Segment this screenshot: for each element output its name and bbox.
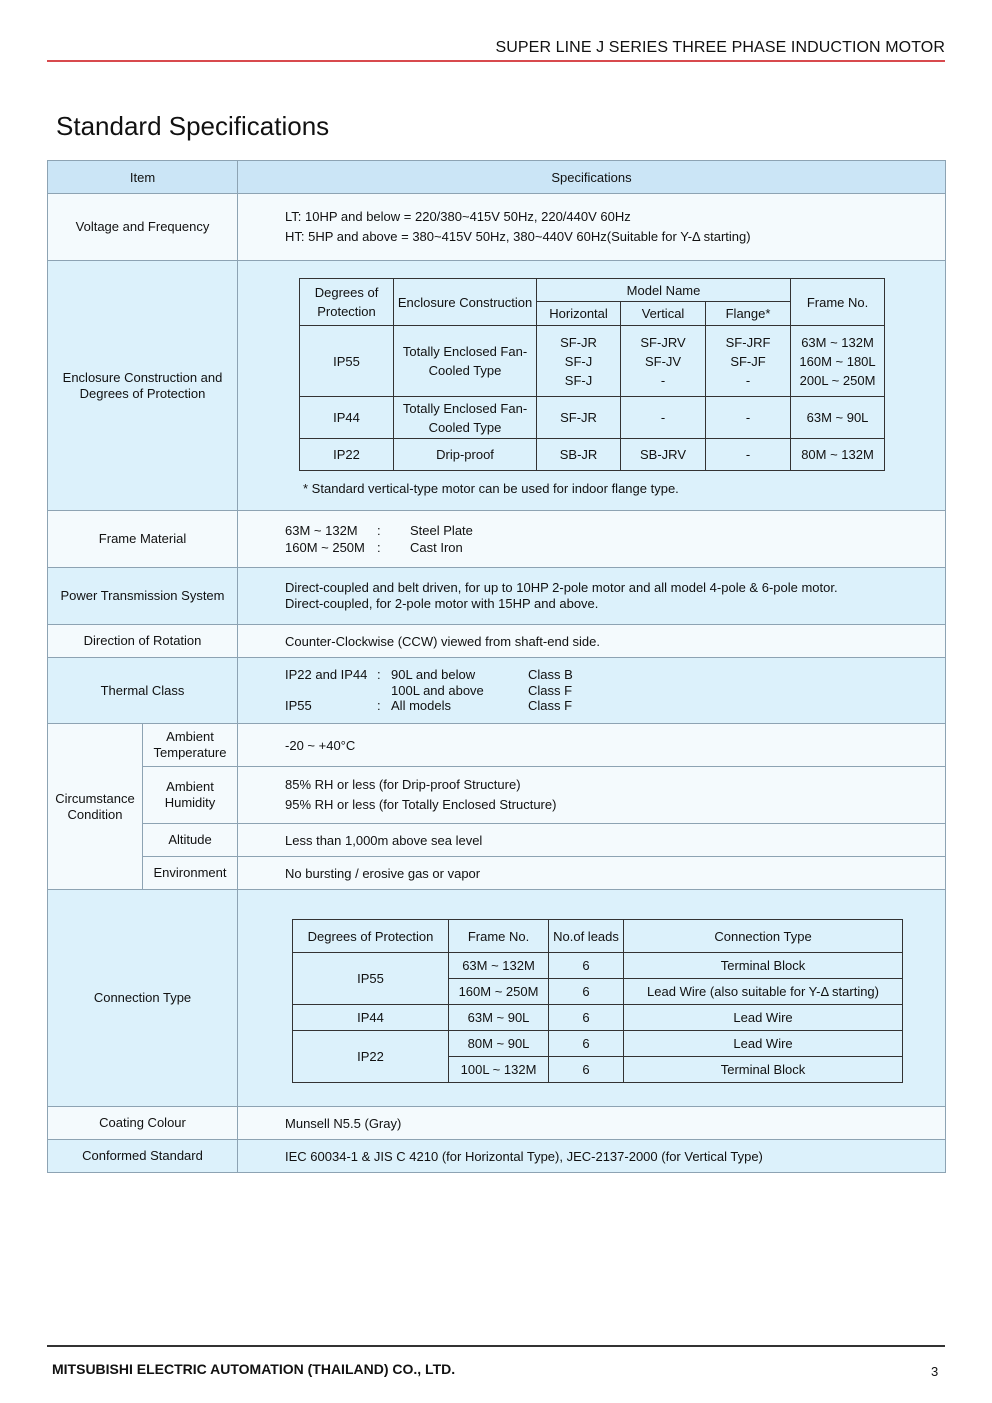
enc-vertical: - — [621, 397, 706, 439]
conn-type: Lead Wire — [624, 1005, 903, 1031]
conn-frame: 80M ~ 90L — [449, 1031, 549, 1057]
standard-value: IEC 60034-1 & JIS C 4210 (for Horizontal Type), JEC-2137-2000 (for Vertical Type) — [238, 1140, 946, 1173]
row-enclosure — [48, 261, 946, 511]
enc-construction: Totally Enclosed Fan-Cooled Type — [394, 326, 537, 397]
th-class: Class F — [528, 682, 573, 698]
spec-table-header — [48, 161, 946, 194]
fm-material: Cast Iron — [410, 540, 463, 555]
frame-material-label: Frame Material — [48, 511, 238, 568]
enc-construction: Totally Enclosed Fan-Cooled Type — [394, 397, 537, 439]
enc-frame — [791, 326, 885, 397]
conn-dop: IP44 — [293, 1005, 449, 1031]
conn-leads: 6 — [549, 1031, 624, 1057]
row-frame-material — [48, 511, 946, 568]
page-number: 3 — [931, 1364, 939, 1379]
enc-cell-line: 63M ~ 132M — [801, 334, 874, 350]
connection-table — [292, 919, 903, 1083]
environment-label: Environment — [143, 857, 238, 890]
conn-dop: IP22 — [293, 1031, 449, 1083]
enc-horizontal: SF-JR — [537, 397, 621, 439]
row-altitude — [48, 824, 946, 857]
enc-cell-line: 160M ~ 180L — [799, 353, 876, 369]
th-prot: IP55 — [285, 698, 312, 714]
enc-vertical — [621, 326, 706, 397]
enc-head-horizontal: Horizontal — [537, 302, 621, 326]
th-prot: IP22 and IP44 — [285, 667, 368, 683]
conn-row — [293, 953, 903, 979]
enc-flange: - — [706, 397, 791, 439]
conn-frame: 63M ~ 132M — [449, 953, 549, 979]
ambient-temp-value: -20 ~ +40°C — [238, 724, 946, 767]
enc-cell-line: SF-JR — [560, 334, 597, 350]
enc-head-flange: Flange* — [706, 302, 791, 326]
conn-frame: 100L ~ 132M — [449, 1057, 549, 1083]
conn-row — [293, 1005, 903, 1031]
enc-cell-line: SF-J — [564, 353, 593, 369]
enc-cell-line: - — [660, 372, 666, 388]
page-title: Standard Specifications — [56, 111, 330, 141]
connection-label: Connection Type — [48, 890, 238, 1107]
thermal-value — [238, 658, 946, 724]
fm-range: 160M ~ 250M — [285, 540, 365, 555]
frame-material-value — [238, 511, 946, 568]
enc-head-frame: Frame No. — [791, 279, 885, 326]
enclosure-label: Enclosure Construction and Degrees of Protection — [48, 261, 238, 511]
enclosure-value — [238, 261, 946, 511]
col-item-header: Item — [48, 161, 238, 194]
power-value — [238, 568, 946, 625]
conn-frame: 160M ~ 250M — [449, 979, 549, 1005]
voltage-line-lt: LT: 10HP and below = 220/380~415V 50Hz, 220/440V 60Hz — [285, 209, 631, 224]
conn-leads: 6 — [549, 979, 624, 1005]
conn-leads: 6 — [549, 1057, 624, 1083]
enc-cell-line: - — [745, 372, 751, 388]
altitude-value: Less than 1,000m above sea level — [238, 824, 946, 857]
row-thermal — [48, 658, 946, 724]
enc-cell-line: SF-J — [564, 372, 593, 388]
humidity-line: 95% RH or less (for Totally Enclosed Structure) — [285, 797, 557, 812]
footer-rule — [47, 1345, 945, 1347]
enc-head-dop: Degrees of Protection — [300, 279, 394, 326]
row-power-transmission — [48, 568, 946, 625]
conn-row — [293, 1031, 903, 1057]
enc-construction: Drip-proof — [394, 439, 537, 471]
environment-value: No bursting / erosive gas or vapor — [238, 857, 946, 890]
header-rule — [47, 60, 945, 62]
rotation-value: Counter-Clockwise (CCW) viewed from shaft-end side. — [238, 625, 946, 658]
ambient-humidity-value — [238, 767, 946, 824]
conn-type: Lead Wire (also suitable for Y-Δ starting) — [624, 979, 903, 1005]
circumstance-label: Circumstance Condition — [48, 724, 143, 890]
conn-head-frame: Frame No. — [449, 920, 549, 953]
row-coating — [48, 1107, 946, 1140]
header-title: SUPER LINE J SERIES THREE PHASE INDUCTION MOTOR — [495, 39, 945, 56]
coating-label: Coating Colour — [48, 1107, 238, 1140]
enc-head-model-name: Model Name — [537, 279, 791, 302]
enclosure-note: * Standard vertical-type motor can be used for indoor flange type. — [303, 481, 679, 496]
coating-value: Munsell N5.5 (Gray) — [238, 1107, 946, 1140]
conn-leads: 6 — [549, 1005, 624, 1031]
th-class: Class B — [528, 667, 573, 683]
standard-label: Conformed Standard — [48, 1140, 238, 1173]
voltage-label: Voltage and Frequency — [48, 194, 238, 261]
enc-head-vertical: Vertical — [621, 302, 706, 326]
enc-cell-line: SF-JRV — [640, 334, 686, 350]
fm-sep: : — [377, 540, 381, 555]
voltage-line-ht: HT: 5HP and above = 380~415V 50Hz, 380~440V 60Hz(Suitable for Y-Δ starting) — [285, 229, 751, 244]
fm-range: 63M ~ 132M — [285, 523, 358, 538]
fm-material: Steel Plate — [410, 523, 473, 538]
ambient-humidity-label: Ambient Humidity — [143, 767, 238, 824]
th-sep: : — [377, 667, 381, 683]
col-spec-header: Specifications — [238, 161, 946, 194]
power-line: Direct-coupled and belt driven, for up to 10HP 2-pole motor and all model 4-pole & 6-pole motor. — [285, 580, 838, 595]
row-ambient-humidity — [48, 767, 946, 824]
humidity-line: 85% RH or less (for Drip-proof Structure) — [285, 777, 521, 792]
enclosure-table — [299, 278, 885, 471]
spec-table — [47, 160, 946, 1173]
row-standard — [48, 1140, 946, 1173]
ambient-temp-label: Ambient Temperature — [143, 724, 238, 767]
enc-head-construction: Enclosure Construction — [394, 279, 537, 326]
th-sep: : — [377, 698, 381, 714]
enc-row-ip22 — [300, 439, 885, 471]
enc-vertical: SB-JRV — [621, 439, 706, 471]
conn-type: Lead Wire — [624, 1031, 903, 1057]
conn-head-leads: No.of leads — [549, 920, 624, 953]
th-prot — [285, 683, 377, 699]
enc-row-ip44 — [300, 397, 885, 439]
voltage-value — [238, 194, 946, 261]
enc-cell-line: 200L ~ 250M — [799, 372, 876, 388]
enc-horizontal — [537, 326, 621, 397]
conn-frame: 63M ~ 90L — [449, 1005, 549, 1031]
thermal-label: Thermal Class — [48, 658, 238, 724]
th-class: Class F — [528, 698, 573, 714]
rotation-label: Direction of Rotation — [48, 625, 238, 658]
conn-dop: IP55 — [293, 953, 449, 1005]
enc-frame: 63M ~ 90L — [791, 397, 885, 439]
row-environment — [48, 857, 946, 890]
connection-value — [238, 890, 946, 1107]
enc-cell-line: SF-JRF — [725, 334, 771, 350]
th-sep — [377, 683, 391, 699]
enc-dop: IP22 — [300, 439, 394, 471]
conn-head-type: Connection Type — [624, 920, 903, 953]
row-rotation — [48, 625, 946, 658]
enc-cell-line: SF-JV — [644, 353, 682, 369]
row-voltage — [48, 194, 946, 261]
altitude-label: Altitude — [143, 824, 238, 857]
fm-sep: : — [377, 523, 381, 538]
enc-row-ip55 — [300, 326, 885, 397]
row-ambient-temp — [48, 724, 946, 767]
th-frame: 100L and above — [391, 682, 484, 698]
conn-head-dop: Degrees of Protection — [293, 920, 449, 953]
power-line: Direct-coupled, for 2-pole motor with 15HP and above. — [285, 596, 599, 611]
enc-dop: IP55 — [300, 326, 394, 397]
power-label: Power Transmission System — [48, 568, 238, 625]
enc-frame: 80M ~ 132M — [791, 439, 885, 471]
conn-type: Terminal Block — [624, 1057, 903, 1083]
th-frame: All models — [391, 698, 451, 714]
enc-horizontal: SB-JR — [537, 439, 621, 471]
th-frame: 90L and below — [391, 667, 476, 683]
enc-dop: IP44 — [300, 397, 394, 439]
enc-flange — [706, 326, 791, 397]
conn-type: Terminal Block — [624, 953, 903, 979]
enc-cell-line: SF-JF — [730, 353, 766, 369]
footer-company: MITSUBISHI ELECTRIC AUTOMATION (THAILAND) CO., LTD. — [52, 1361, 456, 1377]
row-connection — [48, 890, 946, 1107]
enc-flange: - — [706, 439, 791, 471]
conn-leads: 6 — [549, 953, 624, 979]
